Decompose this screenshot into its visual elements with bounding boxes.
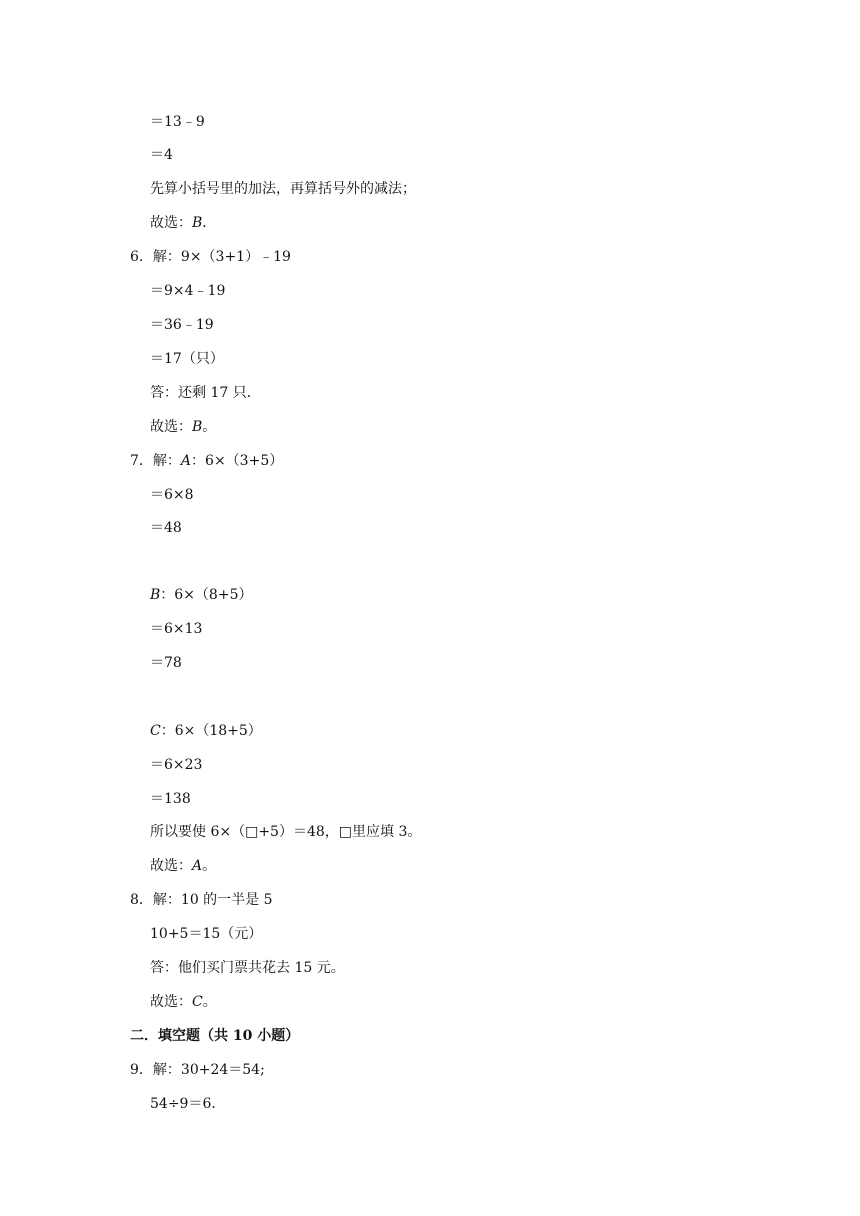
option-b-line: B：6×（8+5） xyxy=(150,587,253,603)
text-line: 答：还剩 17 只． xyxy=(150,385,261,401)
text-line: ＝6×23 xyxy=(150,757,203,773)
text-line: ＝4 xyxy=(150,147,173,163)
text-line: ＝13﹣9 xyxy=(150,114,205,130)
text-line: ＝48 xyxy=(150,520,182,536)
text-line: ＝9×4﹣19 xyxy=(150,283,226,299)
text-line: ＝78 xyxy=(150,655,182,671)
text-line: 先算小括号里的加法，再算括号外的减法； xyxy=(150,181,416,197)
text-line: ＝6×8 xyxy=(150,487,194,503)
option-c-line: C：6×（18+5） xyxy=(150,723,262,739)
question-7-solution: 7．解：A：6×（3+5） xyxy=(130,453,284,469)
text-line: 10+5＝15（元） xyxy=(150,926,263,942)
question-9-solution: 9．解：30+24＝54; xyxy=(130,1062,265,1078)
section-heading: 二．填空题（共 10 小题） xyxy=(130,1028,300,1044)
question-8-solution: 8．解：10 的一半是 5 xyxy=(130,892,273,908)
answer-choice-line: 故选：B。 xyxy=(150,419,217,435)
text-line: ＝17（只） xyxy=(150,351,224,367)
text-line: ＝138 xyxy=(150,791,191,807)
text-line: ＝36﹣19 xyxy=(150,317,214,333)
text-line: 所以要使 6×（□+5）＝48，□里应填 3。 xyxy=(150,824,422,840)
question-6-solution: 6．解：9×（3+1）﹣19 xyxy=(130,249,291,265)
answer-choice-line: 故选：B． xyxy=(150,215,217,231)
text-line: ＝6×13 xyxy=(150,621,203,637)
answer-choice-line: 故选：A。 xyxy=(150,858,217,874)
text-line: 54÷9＝6． xyxy=(150,1096,226,1112)
text-line: 答：他们买门票共花去 15 元。 xyxy=(150,960,345,976)
answer-choice-line: 故选：C。 xyxy=(150,994,217,1010)
